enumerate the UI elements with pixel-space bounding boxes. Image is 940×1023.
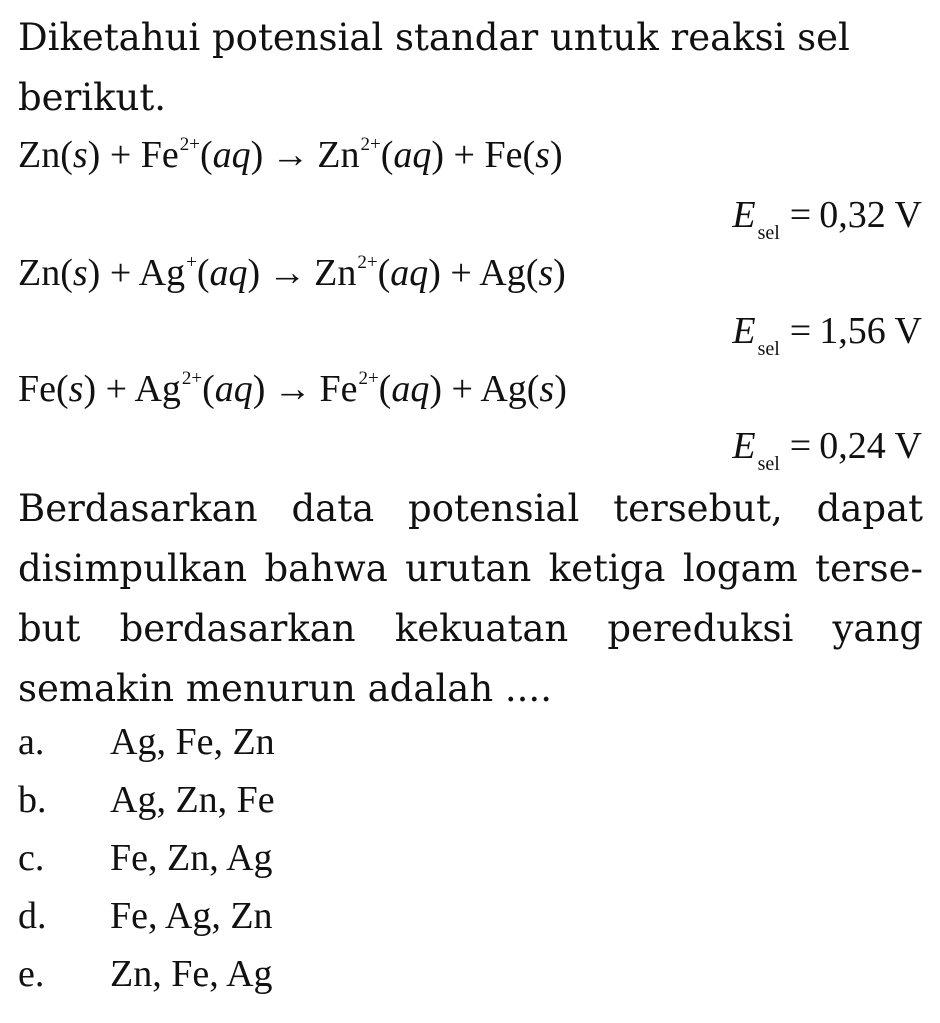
reaction-1-potential: E $_{sel}$ = 0,32 V	[732, 194, 922, 244]
option-e[interactable]	[18, 945, 275, 1003]
reaction-3-equation: $Fe(s) + Ag^{2+}(aq) \to Fe^{2+}(aq) + Ag(s)$	[18, 368, 567, 410]
option-letter: c.	[18, 837, 45, 879]
question-line-2: disimpulkan bahwa urutan ketiga logam terse-	[18, 547, 923, 590]
option-letter: b.	[18, 779, 47, 821]
option-text: Fe, Zn, Ag	[110, 837, 273, 879]
answer-options	[18, 713, 275, 1003]
option-text: Fe, Ag, Zn	[110, 895, 273, 937]
question-line-1: Berdasarkan data potensial tersebut, dapat	[18, 487, 923, 530]
reaction-1-equation: $Zn(s) + Fe^{2+}(aq) \to Zn^{2+}(aq) + Fe(s)$	[18, 134, 563, 176]
option-text: Ag, Zn, Fe	[110, 779, 275, 821]
intro-paragraph	[18, 8, 923, 128]
option-c[interactable]	[18, 829, 275, 887]
reaction-arrow-icon: →	[268, 252, 307, 294]
reaction-2-potential: E $_{sel}$ = 1,56 V	[732, 310, 922, 360]
intro-line-2: berikut.	[18, 76, 166, 119]
option-letter: a.	[18, 721, 45, 763]
option-letter: d.	[18, 895, 47, 937]
question-line-4: semakin menurun adalah ....	[18, 667, 552, 710]
option-text: Ag, Fe, Zn	[110, 721, 275, 763]
reaction-2-equation: $Zn(s) + Ag^+(aq) \to Zn^{2+}(aq) + Ag(s)$	[18, 252, 566, 294]
option-text: Zn, Fe, Ag	[110, 953, 273, 995]
reaction-arrow-icon: →	[271, 134, 310, 176]
option-b[interactable]	[18, 771, 275, 829]
intro-line-1: Diketahui potensial standar untuk reaksi sel	[18, 16, 850, 59]
reaction-3-potential: E $_{sel}$ = 0,24 V	[732, 425, 922, 475]
option-letter: e.	[18, 953, 45, 995]
option-d[interactable]	[18, 887, 275, 945]
question-line-3: but berdasarkan kekuatan pereduksi yang	[18, 607, 923, 650]
reaction-arrow-icon: →	[273, 368, 312, 410]
option-a[interactable]	[18, 713, 275, 771]
question-paragraph	[18, 479, 923, 719]
